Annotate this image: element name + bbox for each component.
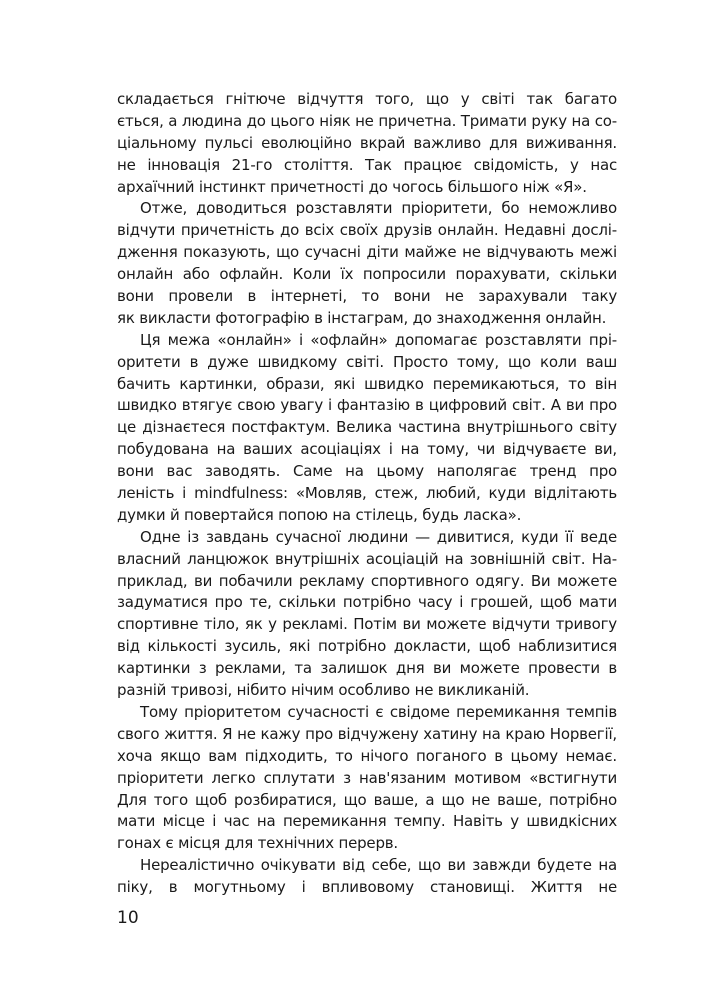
text-line: картинки з реклами, та залишок дня ви можете провести в	[117, 659, 617, 678]
text-line: приклад, ви побачили рекламу спортивного одягу. Ви можете	[117, 571, 617, 590]
text-line: пріоритети легко сплутати з нав'язаним мотивом «встигнути	[117, 768, 617, 787]
text-line: свого життя. Я не кажу про відчужену хатину на краю Норвегії,	[117, 724, 617, 743]
text-line: це дізнаєтеся постфактум. Велика частина внутрішнього світу	[117, 418, 617, 437]
text-line: леність і mindfulness: «Мовляв, стеж, любий, куди відлітають	[117, 484, 617, 503]
text-line: гонах є місця для технічних перерв.	[117, 834, 398, 853]
text-line: Отже, доводиться розставляти пріоритети, бо неможливо	[140, 199, 617, 218]
text-line: бачить картинки, образи, які швидко перемикаються, то він	[117, 374, 617, 393]
text-line: хоча якщо вам підходить, то нічого поганого в цьому немає.	[117, 746, 617, 765]
text-line: швидко втягує свою увагу і фантазію в цифровий світ. А ви про	[117, 396, 617, 415]
text-line: разній тривозі, нібито нічим особливо не викликаній.	[117, 681, 530, 700]
text-line: як викласти фотографію в інстаграм, до знаходження онлайн.	[117, 308, 607, 327]
text-line: вони провели в інтернеті, то вони не зарахували таку	[117, 287, 617, 306]
text-line: Нереалістично очікувати від себе, що ви завжди будете на	[140, 856, 617, 875]
text-line: ється, а людина до цього ніяк не причетна. Тримати руку на со-	[117, 111, 617, 130]
text-line: архаїчний інстинкт причетності до чогось більшого ніж «Я».	[117, 177, 587, 196]
text-line: Для того щоб розбиратися, що ваше, а що не ваше, потрібно	[117, 790, 617, 809]
text-line: побудована на ваших асоціаціях і на тому, чи відчуваєте ви,	[117, 440, 617, 459]
body-text	[117, 89, 617, 899]
text-line: Одне із завдань сучасної людини — дивитися, куди її веде	[140, 527, 617, 546]
text-line: відчути причетність до всіх своїх друзів онлайн. Недавні дослі-	[117, 221, 617, 240]
text-line: вони вас заводять. Саме на цьому наполягає тренд про	[117, 462, 617, 481]
text-line: піку, в могутньому і впливовому становищі. Життя не	[117, 878, 617, 897]
text-line: оритети в дуже швидкому світі. Просто тому, що коли ваш	[117, 352, 617, 371]
text-line: власний ланцюжок внутрішніх асоціацій на зовнішній світ. На-	[117, 549, 617, 568]
page-number: 10	[117, 908, 139, 928]
text-line: складається гнітюче відчуття того, що у світі так багато	[117, 90, 617, 108]
text-line: думки й повертайся попою на стілець, будь ласка».	[117, 505, 522, 524]
text-line: задуматися про те, скільки потрібно часу і грошей, щоб мати	[117, 593, 617, 612]
text-line: не інновація 21-го століття. Так працює свідомість, у нас	[117, 155, 617, 174]
text-line: спортивне тіло, як у рекламі. Потім ви можете відчути тривогу	[117, 615, 617, 634]
text-line: мати місце і час на перемикання темпу. Навіть у швидкісних	[117, 812, 617, 831]
text-line: онлайн або офлайн. Коли їх попросили порахувати, скільки	[117, 265, 617, 284]
text-line: Тому пріоритетом сучасності є свідоме перемикання темпів	[140, 702, 617, 721]
text-line: дження показують, що сучасні діти майже не відчувають межі	[117, 243, 617, 262]
text-line: від кількості зусиль, які потрібно докласти, щоб наблизитися	[117, 637, 617, 656]
text-line: Ця межа «онлайн» і «офлайн» допомагає розставляти прі-	[140, 330, 617, 349]
text-line: ціальному пульсі еволюційно вкрай важливо для виживання.	[117, 133, 617, 152]
